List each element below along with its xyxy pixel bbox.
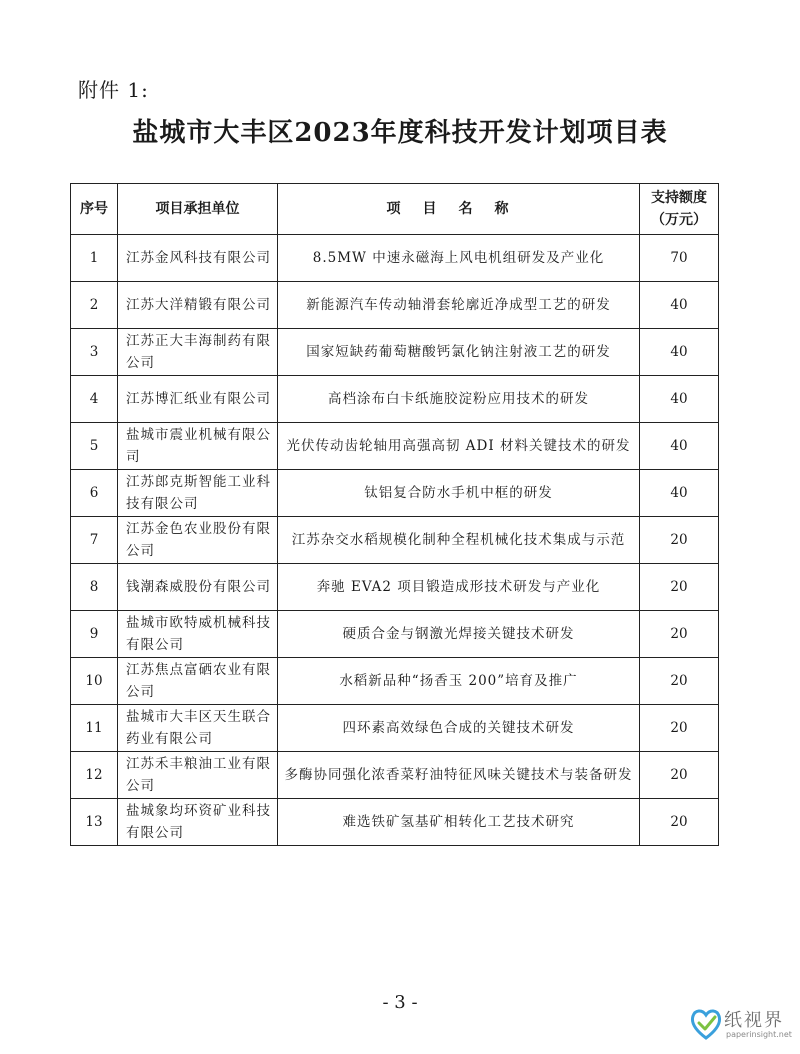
row-seq: 1 [71,235,118,282]
row-seq: 11 [71,705,118,752]
row-project-name: 水稻新品种“扬香玉 200”培育及推广 [278,658,640,705]
row-project-name: 8.5MW 中速永磁海上风电机组研发及产业化 [278,235,640,282]
watermark-url: paperinsight.net [726,1030,792,1039]
row-project-name: 四环素高效绿色合成的关键技术研发 [278,705,640,752]
row-amount: 20 [640,799,719,846]
row-project-name: 国家短缺药葡萄糖酸钙氯化钠注射液工艺的研发 [278,329,640,376]
row-unit: 钱潮森威股份有限公司 [118,564,278,611]
row-amount: 40 [640,376,719,423]
table-row [71,282,719,329]
attachment-label: 附件 1: [78,78,149,102]
row-unit: 江苏禾丰粮油工业有限公司 [118,752,278,799]
row-unit: 江苏博汇纸业有限公司 [118,376,278,423]
header-project-name: 项目名称 [278,184,640,235]
row-unit: 盐城市震业机械有限公司 [118,423,278,470]
header-amount-line1: 支持额度 [651,190,707,206]
row-project-name: 新能源汽车传动轴滑套轮廓近净成型工艺的研发 [278,282,640,329]
row-project-name: 难选铁矿氢基矿相转化工艺技术研究 [278,799,640,846]
row-project-name: 高档涂布白卡纸施胶淀粉应用技术的研发 [278,376,640,423]
row-seq: 9 [71,611,118,658]
table-row [71,376,719,423]
row-unit: 盐城象均环资矿业科技有限公司 [118,799,278,846]
project-table [70,183,719,846]
row-unit: 江苏正大丰海制药有限公司 [118,329,278,376]
header-unit: 项目承担单位 [118,184,278,235]
table-row [71,235,719,282]
row-unit: 盐城市欧特威机械科技有限公司 [118,611,278,658]
row-amount: 20 [640,611,719,658]
row-unit: 江苏郎克斯智能工业科技有限公司 [118,470,278,517]
row-seq: 2 [71,282,118,329]
row-seq: 13 [71,799,118,846]
row-amount: 20 [640,658,719,705]
row-unit: 江苏金风科技有限公司 [118,235,278,282]
row-project-name: 江苏杂交水稻规模化制种全程机械化技术集成与示范 [278,517,640,564]
watermark [690,1004,790,1046]
row-amount: 40 [640,329,719,376]
row-project-name: 钛铝复合防水手机中框的研发 [278,470,640,517]
table-row [71,564,719,611]
table-row [71,517,719,564]
row-project-name: 多酶协同强化浓香菜籽油特征风味关键技术与装备研发 [278,752,640,799]
table-row [71,799,719,846]
table-row [71,658,719,705]
row-unit: 江苏金色农业股份有限公司 [118,517,278,564]
table-header-row [71,184,719,235]
table-row [71,423,719,470]
header-amount [640,184,719,235]
row-amount: 70 [640,235,719,282]
row-amount: 20 [640,564,719,611]
page-number: - 3 - [382,992,418,1013]
row-unit: 盐城市大丰区天生联合药业有限公司 [118,705,278,752]
heart-check-logo-icon [690,1006,722,1042]
row-seq: 8 [71,564,118,611]
row-amount: 20 [640,517,719,564]
row-seq: 6 [71,470,118,517]
header-amount-line2: （万元） [651,212,707,228]
header-seq: 序号 [71,184,118,235]
table-row [71,611,719,658]
row-seq: 12 [71,752,118,799]
row-seq: 7 [71,517,118,564]
row-seq: 5 [71,423,118,470]
row-amount: 40 [640,282,719,329]
row-amount: 40 [640,423,719,470]
row-project-name: 奔驰 EVA2 项目锻造成形技术研发与产业化 [278,564,640,611]
table-row [71,705,719,752]
row-amount: 20 [640,752,719,799]
row-seq: 3 [71,329,118,376]
row-amount: 20 [640,705,719,752]
row-unit: 江苏焦点富硒农业有限公司 [118,658,278,705]
document-title: 盐城市大丰区2023年度科技开发计划项目表 [132,118,668,148]
row-amount: 40 [640,470,719,517]
watermark-text: 纸视界 [724,1010,784,1031]
row-project-name: 光伏传动齿轮轴用高强高韧 ADI 材料关键技术的研发 [278,423,640,470]
table-row [71,470,719,517]
row-seq: 4 [71,376,118,423]
row-project-name: 硬质合金与钢激光焊接关键技术研发 [278,611,640,658]
row-unit: 江苏大洋精锻有限公司 [118,282,278,329]
row-seq: 10 [71,658,118,705]
table-row [71,752,719,799]
table-row [71,329,719,376]
